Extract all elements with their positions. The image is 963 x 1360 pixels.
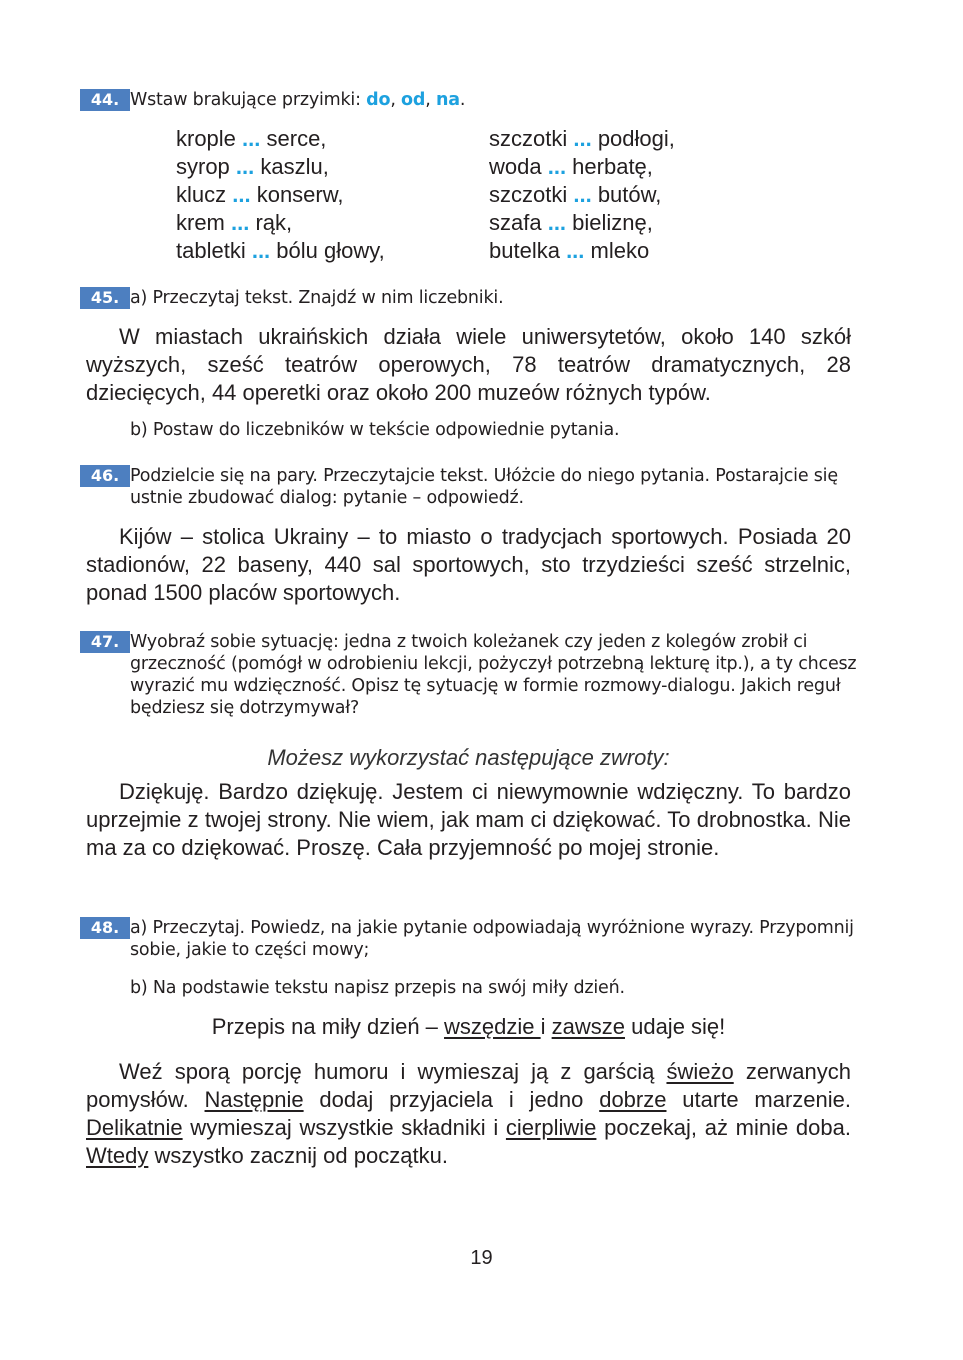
- preposition-na: na: [435, 90, 460, 110]
- highlighted-word: dobrze: [599, 1087, 667, 1112]
- blank-dots: ...: [547, 210, 567, 235]
- phrase-word: tabletki: [176, 238, 252, 263]
- highlighted-word: zawsze: [551, 1014, 625, 1039]
- preposition-od: od: [401, 90, 426, 110]
- phrase-word: mleko: [584, 238, 650, 263]
- title-text: Przepis na miły dzień –: [211, 1014, 445, 1039]
- exercise-45: [80, 287, 860, 309]
- phrase-word: bólu głowy,: [270, 238, 385, 263]
- phrase-word: herbatę,: [566, 154, 653, 179]
- phrase-word: butelka: [489, 238, 567, 263]
- phrases-heading: Możesz wykorzystać następujące zwroty:: [267, 745, 670, 770]
- phrase-word: szczotki: [489, 182, 574, 207]
- text-fragment: Weź sporą porcję humoru i wymieszaj ją z garścią: [119, 1059, 667, 1084]
- phrase-line: [489, 237, 675, 265]
- phrase-word: serce,: [260, 126, 327, 151]
- text-fragment: wymieszaj wszystkie składniki i: [182, 1115, 506, 1140]
- phrase-line: [176, 153, 385, 181]
- blank-dots: ...: [547, 154, 567, 179]
- phrase-column-left: [176, 125, 385, 265]
- exercise-instruction: Podzielcie się na pary. Przeczytajcie tekst. Ułóżcie do niego pytania. Postarajcie się ustnie zbudować dialog: pytanie – odpowiedź.: [130, 466, 838, 508]
- recipe-text: [86, 1058, 851, 1170]
- exercise-instruction: a) Przeczytaj tekst. Znajdź w nim liczebniki.: [130, 288, 504, 308]
- blank-dots: ...: [242, 126, 261, 151]
- phrase-word: woda: [489, 154, 548, 179]
- recipe-title: [86, 1013, 851, 1041]
- phrase-word: rąk,: [249, 210, 293, 235]
- exercise-44: [80, 89, 860, 111]
- highlighted-word: Wtedy: [86, 1143, 149, 1168]
- exercise-number: 45.: [80, 287, 130, 309]
- text-fragment: dodaj przyjaciela i jedno: [303, 1087, 600, 1112]
- highlighted-word: Następnie: [204, 1087, 304, 1112]
- preposition-do: do: [366, 90, 391, 110]
- exercise-instruction: Wyobraź sobie sytuację: jedna z twoich koleżanek czy jeden z kolegów zrobił ci grzeczność (pomógł w odrobieniu lekcji, pożyczył potrzebną lekturę itp.), a ty chcesz wyrazić mu wdzięczność. Opisz tę sytuację w formie rozmowy-dialogu. Jakich reguł będziesz się dotrzymywał?: [130, 632, 857, 718]
- exercise-48: [80, 917, 860, 961]
- exercise-number: 44.: [80, 89, 130, 111]
- reading-text: Kijów – stolica Ukrainy – to miasto o tradycjach sportowych. Posiada 20 stadionów, 22 baseny, 440 sal sportowych, sto trzydzieści sześć strzelnic, ponad 1500 placów sportowych.: [86, 524, 851, 605]
- phrase-word: krople: [176, 126, 243, 151]
- phrase-word: szczotki: [489, 126, 574, 151]
- title-text: i: [540, 1014, 552, 1039]
- phrase-word: bieliznę,: [566, 210, 653, 235]
- exercise-number: 48.: [80, 917, 130, 939]
- exercise-number: 47.: [80, 631, 130, 653]
- blank-dots: ...: [573, 126, 592, 151]
- highlighted-word: cierpliwie: [505, 1115, 597, 1140]
- blank-dots: ...: [251, 238, 271, 263]
- phrase-line: [176, 125, 385, 153]
- exercise-instruction: a) Przeczytaj. Powiedz, na jakie pytanie odpowiadają wyróżnione wyrazy. Przypomnij sobie, jakie to części mowy;: [130, 918, 854, 960]
- blank-dots: ...: [566, 238, 585, 263]
- phrase-word: klucz: [176, 182, 233, 207]
- phrase-word: butów,: [591, 182, 662, 207]
- highlighted-word: wszędzie: [444, 1014, 541, 1039]
- phrase-line: [176, 237, 385, 265]
- phrase-word: podłogi,: [591, 126, 675, 151]
- exercise-number: 46.: [80, 465, 130, 487]
- phrase-line: [489, 209, 675, 237]
- phrase-word: krem: [176, 210, 231, 235]
- page-number: 19: [470, 1247, 493, 1269]
- blank-dots: ...: [235, 154, 255, 179]
- reading-text: W miastach ukraińskich działa wiele uniwersytetów, około 140 szkół wyższych, sześć teatrów operowych, 78 teatrów dramatycznych, 28 dziecięcych, 44 operetki oraz około 200 muzeów różnych typów.: [86, 324, 851, 405]
- reading-text: Dziękuję. Bardzo dziękuję. Jestem ci niewymownie wdzięczny. To bardzo uprzejmie z twojej strony. Nie wiem, jak mam ci dziękować. To drobnostka. Nie ma za co dziękować. Proszę. Cała przyjemność po mojej stronie.: [86, 779, 851, 860]
- text-fragment: wszystko zacznij od początku.: [148, 1143, 448, 1168]
- exercise-47: [80, 631, 860, 719]
- text-fragment: utarte marzenie.: [666, 1087, 851, 1112]
- phrase-word: kaszlu,: [254, 154, 329, 179]
- exercise-subinstruction: b) Postaw do liczebników w tekście odpowiednie pytania.: [130, 420, 620, 440]
- phrase-line: [176, 209, 385, 237]
- text-fragment: poczekaj, aż minie doba.: [596, 1115, 851, 1140]
- highlighted-word: świeżo: [666, 1059, 734, 1084]
- title-text: udaje się!: [624, 1014, 726, 1039]
- phrase-column-right: [489, 125, 675, 265]
- highlighted-word: Delikatnie: [86, 1115, 183, 1140]
- instruction-text: Wstaw brakujące przyimki:: [130, 90, 367, 110]
- text-fragment: zerwanych pomysłów.: [86, 1059, 851, 1112]
- phrase-word: konserw,: [250, 182, 344, 207]
- phrase-line: [489, 153, 675, 181]
- phrase-word: syrop: [176, 154, 236, 179]
- exercise-subinstruction: b) Na podstawie tekstu napisz przepis na swój miły dzień.: [130, 978, 625, 998]
- blank-dots: ...: [231, 210, 250, 235]
- blank-dots: ...: [573, 182, 592, 207]
- blank-dots: ...: [232, 182, 251, 207]
- phrase-line: [176, 181, 385, 209]
- exercise-46: [80, 465, 860, 509]
- exercise-instruction: Wstaw brakujące przyimki: do, od, na.: [130, 90, 466, 110]
- phrase-line: [489, 125, 675, 153]
- phrase-line: [489, 181, 675, 209]
- phrase-word: szafa: [489, 210, 548, 235]
